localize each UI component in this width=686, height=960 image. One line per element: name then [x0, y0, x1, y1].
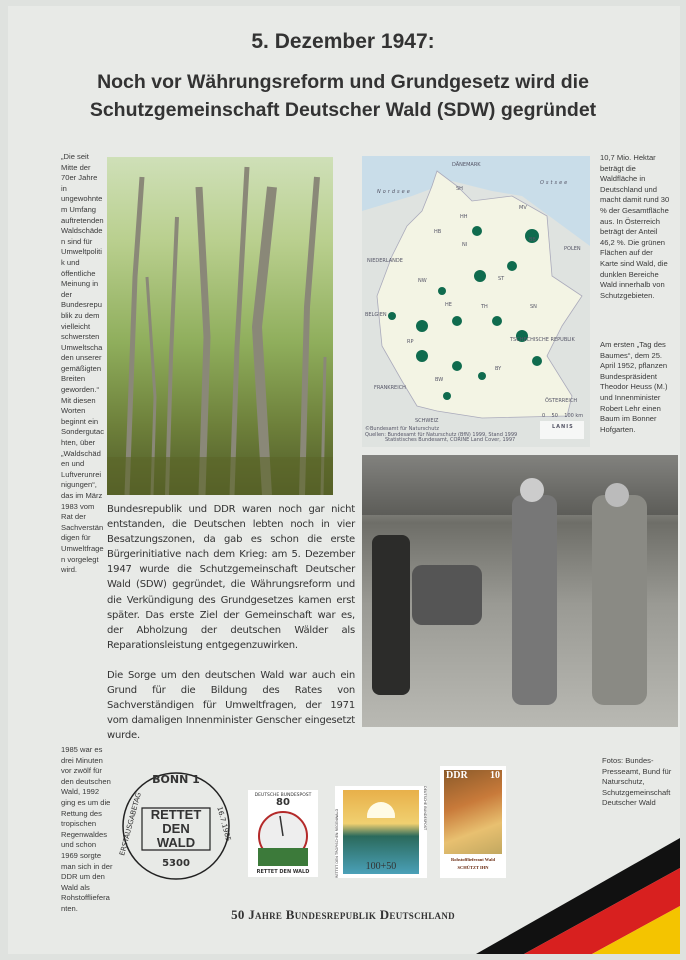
map-label-rp: RP — [407, 339, 414, 345]
postmark-line2: DEN — [162, 821, 190, 836]
stamp1-top: DEUTSCHE BUNDESPOST — [254, 793, 312, 798]
date-title: 5. Dezember 1947: — [251, 30, 435, 53]
map-brand: LANIS — [552, 424, 574, 430]
map-label-ostsee: Ostsee — [540, 180, 570, 186]
postmark-ring-right: 16.7.1985 — [215, 805, 233, 843]
stamp3-country: DDR — [446, 770, 468, 781]
stamp3-value: 10 — [490, 770, 500, 781]
map-source-2: Statistisches Bundesamt, CORINE Land Cover, 1997 — [385, 437, 516, 443]
german-flag-stripes — [476, 832, 686, 960]
photo-caption: Am ersten „Tag des Baumes“, dem 25. April 1952, pflanzen Bundespräsident Theodor Heuss (M.) und Innenminister Robert Lehr einen Baum im Bonner Hofgarten. — [600, 340, 668, 434]
map-caption: 10,7 Mio. Hektar beträgt die Waldfläche in Deutschland und macht damit rund 30 % der Gesamtfläche aus. In Österreich beträgt der Anteil 46,2 %. Die grünen Flächen auf der Karte sind Wald, die dunklen Bereiche Wald innerhalb von Schutzgebieten. — [600, 153, 670, 300]
stamp2-side-right: DEUTSCHE BUNDESPOST — [423, 786, 427, 831]
map-label-sn: SN — [530, 304, 537, 310]
postmark-line3: WALD — [156, 835, 196, 850]
main-paragraph-1: Bundesrepublik und DDR waren noch gar nicht entstanden, die Deutschen lebten noch in vier Besatzungszonen, da gab es schon die erste Bürgerinitiative nach dem Krieg: am 5. Dezember 1947 wurde die Schutzgemeinschaft Deutscher Wald (SDW) gegründet, die Währungsreform und die Verkündigung des Grundgesetzes kamen erst später. Das erste Ziel der Gemeinschaft war es, der Abholzung der deutschen Wälder als Reparationsleistung entgegenzuwirken. — [107, 504, 355, 651]
map-sources — [365, 427, 540, 444]
map-copyright: ©Bundesamt für Naturschutz — [365, 426, 439, 432]
map-label-by: BY — [495, 366, 502, 372]
main-paragraph-2: Die Sorge um den deutschen Wald war auch ein Grund für die Bildung des Rates von Sachverständigen für Umweltfragen, der 1971 vom damaligen Innenminister Genscher eingesetzt wurde. — [107, 669, 355, 742]
map-label-austria: ÖSTERREICH — [545, 398, 578, 404]
headline-line2: Schutzgemeinschaft Deutscher Wald (SDW) gegründet — [89, 99, 597, 121]
map-label-he: HE — [445, 302, 452, 308]
stamp1-value: 80 — [276, 797, 290, 808]
map-label-nordsee: Nordsee — [377, 189, 412, 195]
postmark-line1: RETTET — [150, 807, 202, 822]
footer-title: 50 Jahre Bundesrepublik Deutschland — [231, 907, 455, 922]
stamp-regenwald — [335, 786, 427, 878]
tree-planting-photo — [362, 455, 678, 727]
stamp3-line2: SCHÜTZT IHN — [457, 865, 489, 870]
main-text — [107, 502, 355, 758]
left-quote: „Die seit Mitte der 70er Jahre in ungewohntem Umfang auftretenden Waldschäden sind für Umweltpolitik und öffentliche Meinung in der Bundesrepublik zu dem vielleicht schwersten Umweltschaden unserer gemäßigten Breiten geworden.“ Mit diesen Worten beginnt ein Sondergutachten, über „Waldschäden und Luftverunreinigungen“, das im März 1983 vom Rat der Sachverständigen für Umweltfragen vorgelegt wird. — [61, 152, 105, 575]
stamp-rettet-den-wald — [248, 790, 318, 877]
headline — [0, 68, 686, 124]
map-label-france: FRANKREICH — [374, 385, 406, 391]
photo-credits: Fotos: Bundes-Presseamt, Bund für Naturschutz, Schutzgemeinschaft Deutscher Wald — [602, 756, 672, 808]
postmark-ring-left: ERSTAUSGABETAG — [118, 791, 143, 857]
map-label-ni: NI — [462, 242, 468, 248]
postmark-city: BONN 1 — [152, 773, 200, 786]
stamp3-line1: Rohstofflieferant Wald — [450, 857, 496, 862]
map-label-hb: HB — [434, 229, 442, 235]
map-label-bw: BW — [435, 377, 444, 383]
germany-forest-map — [362, 156, 590, 447]
stamp2-side-left: RETTET DEN TROPISCHEN REGENWALD — [335, 808, 339, 878]
map-label-mv: MV — [519, 205, 527, 211]
map-label-czech: TSCHECHISCHE REPUBLIK — [510, 337, 575, 343]
map-label-belgium: BELGIEN — [365, 312, 387, 318]
bottom-left-text: 1985 war es drei Minuten vor zwölf für den deutschen Wald, 1992 ging es um die Rettung des tropischen Regenwaldes und schon 1969 sorgte man sich in der DDR um den Wald als Rohstofflieferanten. — [61, 745, 113, 913]
map-label-switzerland: SCHWEIZ — [415, 418, 439, 424]
headline-line1: Noch vor Währungsreform und Grundgesetz wird die — [97, 71, 589, 93]
postmark-zip: 5300 — [162, 858, 190, 869]
forest-photo — [107, 157, 333, 495]
map-label-sh: SH — [456, 186, 463, 192]
postmark — [120, 770, 232, 882]
map-label-denmark: DÄNEMARK — [452, 162, 481, 168]
map-label-th: TH — [481, 304, 488, 310]
map-label-bb: BB — [529, 237, 536, 243]
stamp1-bottom: RETTET DEN WALD — [256, 869, 310, 875]
map-label-netherlands: NIEDERLANDE — [367, 258, 403, 264]
stamp2-value: 100+50 — [365, 861, 397, 872]
map-label-poland: POLEN — [564, 246, 581, 252]
map-label-nw: NW — [418, 278, 427, 284]
map-label-hh: HH — [460, 214, 468, 220]
map-scale: 0 50 100 km — [542, 413, 584, 419]
map-label-st: ST — [498, 276, 505, 282]
map-source-1: Quellen: Bundesamt für Naturschutz (BfN) 1999, Stand 1999 — [365, 431, 518, 438]
